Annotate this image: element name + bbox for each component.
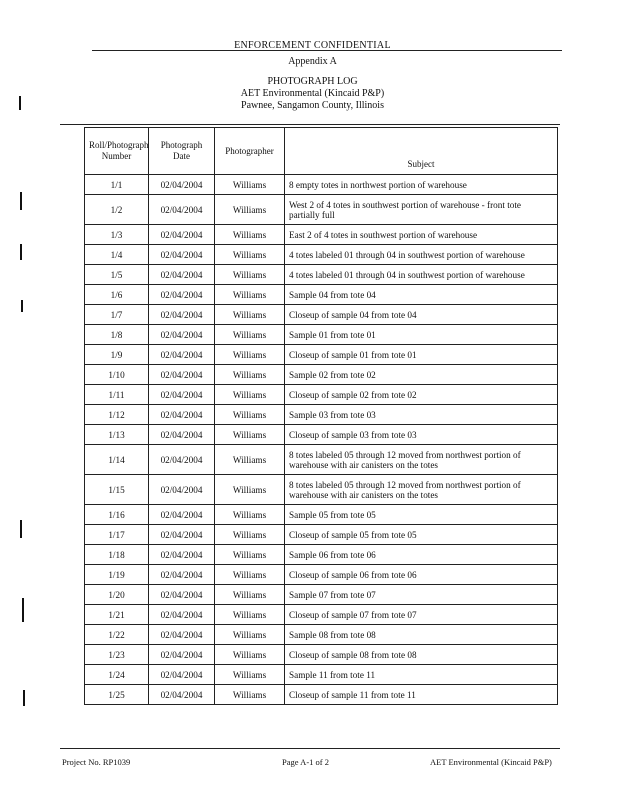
- photographer-cell: Williams: [215, 365, 285, 385]
- photo-date-cell: 02/04/2004: [149, 385, 215, 405]
- subject-cell: 8 totes labeled 05 through 12 moved from northwest portion of warehouse with air canisters on the totes: [285, 475, 558, 505]
- photographer-cell: Williams: [215, 685, 285, 705]
- photographer-cell: Williams: [215, 285, 285, 305]
- photo-date-cell: 02/04/2004: [149, 305, 215, 325]
- subject-cell: Closeup of sample 05 from tote 05: [285, 525, 558, 545]
- table-row: [85, 405, 558, 425]
- appendix-label: Appendix A: [288, 56, 337, 67]
- subject-cell: Closeup of sample 04 from tote 04: [285, 305, 558, 325]
- photographer-cell: Williams: [215, 665, 285, 685]
- photo-number-cell: 1/13: [85, 425, 149, 445]
- photographer-cell: Williams: [215, 385, 285, 405]
- photo-date-cell: 02/04/2004: [149, 625, 215, 645]
- footer-page: Page A-1 of 2: [282, 757, 329, 767]
- photo-date-cell: 02/04/2004: [149, 545, 215, 565]
- subject-cell: West 2 of 4 totes in southwest portion of warehouse - front tote partially full: [285, 195, 558, 225]
- table-row: [85, 425, 558, 445]
- photo-date-cell: 02/04/2004: [149, 645, 215, 665]
- photo-number-cell: 1/16: [85, 505, 149, 525]
- photographer-cell: Williams: [215, 625, 285, 645]
- subject-cell: Sample 02 from tote 02: [285, 365, 558, 385]
- photo-date-cell: 02/04/2004: [149, 525, 215, 545]
- table-row: [85, 365, 558, 385]
- subject-cell: Closeup of sample 07 from tote 07: [285, 605, 558, 625]
- subject-cell: 8 totes labeled 05 through 12 moved from northwest portion of warehouse with air canisters on the totes: [285, 445, 558, 475]
- table-row: [85, 645, 558, 665]
- column-header-subject: Subject: [285, 128, 558, 175]
- table-row: [85, 345, 558, 365]
- photo-number-cell: 1/15: [85, 475, 149, 505]
- photo-date-cell: 02/04/2004: [149, 505, 215, 525]
- subject-cell: Closeup of sample 11 from tote 11: [285, 685, 558, 705]
- photo-number-cell: 1/11: [85, 385, 149, 405]
- subject-cell: Sample 11 from tote 11: [285, 665, 558, 685]
- photo-date-cell: 02/04/2004: [149, 665, 215, 685]
- photo-number-cell: 1/10: [85, 365, 149, 385]
- photo-date-cell: 02/04/2004: [149, 175, 215, 195]
- page-title: PHOTOGRAPH LOG: [267, 76, 358, 87]
- photographer-cell: Williams: [215, 175, 285, 195]
- photo-date-cell: 02/04/2004: [149, 265, 215, 285]
- subject-cell: Closeup of sample 02 from tote 02: [285, 385, 558, 405]
- scan-mark: [22, 598, 24, 622]
- table-row: [85, 685, 558, 705]
- subject-cell: East 2 of 4 totes in southwest portion of warehouse: [285, 225, 558, 245]
- table-row: [85, 245, 558, 265]
- photo-number-cell: 1/9: [85, 345, 149, 365]
- photo-number-cell: 1/23: [85, 645, 149, 665]
- photograph-log-table: [84, 127, 558, 705]
- footer-project: Project No. RP1039: [62, 757, 131, 767]
- photo-date-cell: 02/04/2004: [149, 585, 215, 605]
- scan-mark: [23, 690, 25, 706]
- subject-cell: Closeup of sample 01 from tote 01: [285, 345, 558, 365]
- table-row: [85, 225, 558, 245]
- photo-date-cell: 02/04/2004: [149, 475, 215, 505]
- photographer-cell: Williams: [215, 345, 285, 365]
- scan-mark: [20, 520, 22, 538]
- subject-cell: Closeup of sample 08 from tote 08: [285, 645, 558, 665]
- scan-mark: [21, 300, 23, 312]
- photographer-cell: Williams: [215, 325, 285, 345]
- photo-number-cell: 1/2: [85, 195, 149, 225]
- photographer-cell: Williams: [215, 305, 285, 325]
- photo-date-cell: 02/04/2004: [149, 425, 215, 445]
- subject-cell: Closeup of sample 03 from tote 03: [285, 425, 558, 445]
- photo-number-cell: 1/17: [85, 525, 149, 545]
- table-row: [85, 625, 558, 645]
- footer-rule: [60, 748, 560, 749]
- subject-cell: Sample 04 from tote 04: [285, 285, 558, 305]
- photographer-cell: Williams: [215, 245, 285, 265]
- footer-company: AET Environmental (Kincaid P&P): [430, 757, 552, 767]
- scan-mark: [20, 192, 22, 210]
- column-header-date: Photograph Date: [149, 128, 215, 175]
- company-name: AET Environmental (Kincaid P&P): [240, 88, 385, 99]
- table-top-rule: [60, 124, 560, 125]
- photo-date-cell: 02/04/2004: [149, 325, 215, 345]
- subject-cell: Closeup of sample 06 from tote 06: [285, 565, 558, 585]
- table-row: [85, 445, 558, 475]
- table-row: [85, 175, 558, 195]
- table-row: [85, 665, 558, 685]
- table-row: [85, 545, 558, 565]
- photo-number-cell: 1/6: [85, 285, 149, 305]
- subject-cell: Sample 06 from tote 06: [285, 545, 558, 565]
- photo-number-cell: 1/3: [85, 225, 149, 245]
- photo-number-cell: 1/5: [85, 265, 149, 285]
- photographer-cell: Williams: [215, 645, 285, 665]
- table-row: [85, 265, 558, 285]
- table-row: [85, 525, 558, 545]
- photo-date-cell: 02/04/2004: [149, 195, 215, 225]
- column-header-number: Roll/Photograph Number: [85, 128, 149, 175]
- photo-number-cell: 1/22: [85, 625, 149, 645]
- photo-number-cell: 1/8: [85, 325, 149, 345]
- photo-number-cell: 1/19: [85, 565, 149, 585]
- photo-number-cell: 1/20: [85, 585, 149, 605]
- table-row: [85, 565, 558, 585]
- photo-number-cell: 1/12: [85, 405, 149, 425]
- table-row: [85, 305, 558, 325]
- table-row: [85, 585, 558, 605]
- scan-mark: [20, 244, 22, 260]
- photo-date-cell: 02/04/2004: [149, 405, 215, 425]
- photographer-cell: Williams: [215, 605, 285, 625]
- photographer-cell: Williams: [215, 405, 285, 425]
- table-row: [85, 385, 558, 405]
- photographer-cell: Williams: [215, 475, 285, 505]
- photo-number-cell: 1/7: [85, 305, 149, 325]
- subject-cell: Sample 08 from tote 08: [285, 625, 558, 645]
- confidential-banner: ENFORCEMENT CONFIDENTIAL: [234, 40, 391, 51]
- subject-cell: 4 totes labeled 01 through 04 in southwest portion of warehouse: [285, 265, 558, 285]
- photographer-cell: Williams: [215, 225, 285, 245]
- site-location: Pawnee, Sangamon County, Illinois: [241, 100, 384, 111]
- table-row: [85, 605, 558, 625]
- photo-number-cell: 1/18: [85, 545, 149, 565]
- photo-date-cell: 02/04/2004: [149, 605, 215, 625]
- photo-number-cell: 1/14: [85, 445, 149, 475]
- photo-date-cell: 02/04/2004: [149, 285, 215, 305]
- photo-date-cell: 02/04/2004: [149, 685, 215, 705]
- photo-number-cell: 1/4: [85, 245, 149, 265]
- table-row: [85, 195, 558, 225]
- subject-cell: Sample 03 from tote 03: [285, 405, 558, 425]
- photographer-cell: Williams: [215, 545, 285, 565]
- table-row: [85, 475, 558, 505]
- subject-cell: Sample 01 from tote 01: [285, 325, 558, 345]
- photo-date-cell: 02/04/2004: [149, 565, 215, 585]
- subject-cell: Sample 05 from tote 05: [285, 505, 558, 525]
- photographer-cell: Williams: [215, 265, 285, 285]
- photo-number-cell: 1/21: [85, 605, 149, 625]
- subject-cell: Sample 07 from tote 07: [285, 585, 558, 605]
- subject-cell: 4 totes labeled 01 through 04 in southwest portion of warehouse: [285, 245, 558, 265]
- photographer-cell: Williams: [215, 425, 285, 445]
- subject-cell: 8 empty totes in northwest portion of warehouse: [285, 175, 558, 195]
- table-row: [85, 325, 558, 345]
- photographer-cell: Williams: [215, 525, 285, 545]
- photo-number-cell: 1/24: [85, 665, 149, 685]
- photo-number-cell: 1/1: [85, 175, 149, 195]
- photographer-cell: Williams: [215, 585, 285, 605]
- column-header-photographer: Photographer: [215, 128, 285, 175]
- photographer-cell: Williams: [215, 565, 285, 585]
- table-row: [85, 285, 558, 305]
- photographer-cell: Williams: [215, 445, 285, 475]
- table-row: [85, 505, 558, 525]
- photo-date-cell: 02/04/2004: [149, 345, 215, 365]
- photographer-cell: Williams: [215, 505, 285, 525]
- photo-date-cell: 02/04/2004: [149, 445, 215, 475]
- photo-date-cell: 02/04/2004: [149, 245, 215, 265]
- photo-number-cell: 1/25: [85, 685, 149, 705]
- table-header-row: [85, 128, 558, 175]
- photo-date-cell: 02/04/2004: [149, 225, 215, 245]
- photo-date-cell: 02/04/2004: [149, 365, 215, 385]
- photographer-cell: Williams: [215, 195, 285, 225]
